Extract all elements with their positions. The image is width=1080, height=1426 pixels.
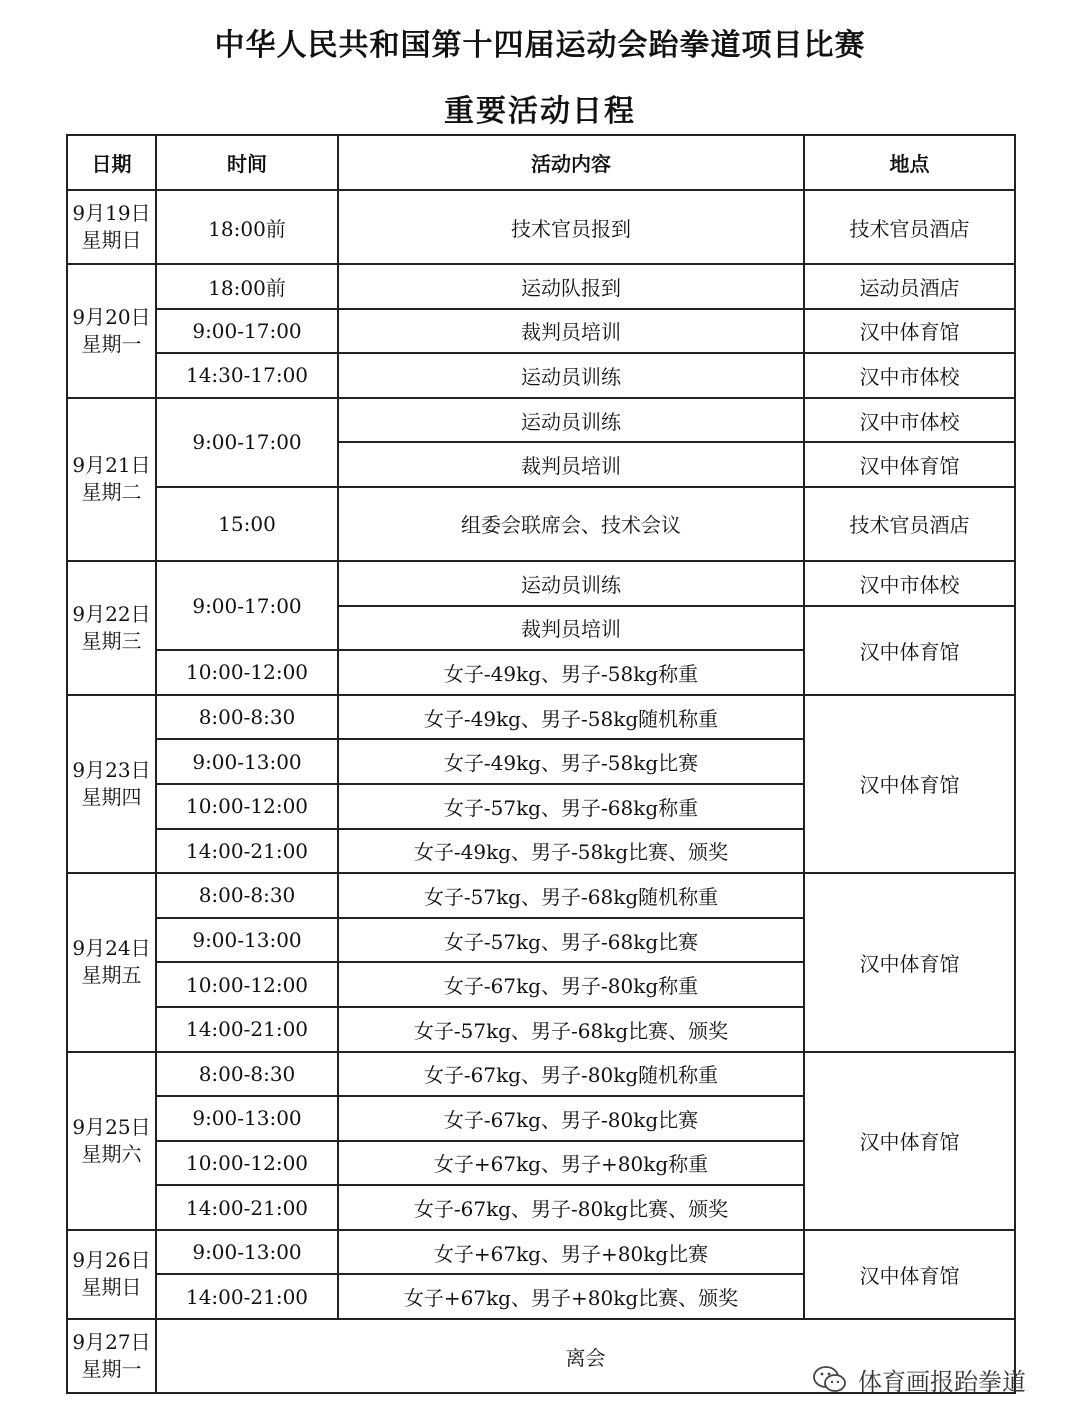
activity-cell: 女子-49kg、男子-58kg比赛 bbox=[338, 739, 804, 784]
date-cell: 9月24日 星期五 bbox=[67, 873, 156, 1051]
place-cell: 汉中体育馆 bbox=[804, 1230, 1015, 1319]
activity-cell: 女子-49kg、男子-58kg随机称重 bbox=[338, 695, 804, 740]
time-cell: 9:00-13:00 bbox=[156, 918, 338, 963]
time-cell: 14:00-21:00 bbox=[156, 1274, 338, 1319]
place-cell: 汉中体育馆 bbox=[804, 695, 1015, 873]
time-cell: 14:00-21:00 bbox=[156, 1007, 338, 1052]
header-activity: 活动内容 bbox=[338, 135, 804, 190]
time-cell: 15:00 bbox=[156, 487, 338, 561]
time-cell: 8:00-8:30 bbox=[156, 873, 338, 918]
date-cell: 9月25日 星期六 bbox=[67, 1052, 156, 1230]
table-row bbox=[67, 695, 1015, 740]
date-cell: 9月22日 星期三 bbox=[67, 561, 156, 695]
date-cell: 9月27日 星期一 bbox=[67, 1319, 156, 1393]
time-cell: 8:00-8:30 bbox=[156, 1052, 338, 1097]
time-cell: 18:00前 bbox=[156, 190, 338, 264]
activity-cell: 女子-67kg、男子-80kg比赛 bbox=[338, 1096, 804, 1141]
table-row bbox=[67, 398, 1015, 443]
activity-cell: 女子+67kg、男子+80kg称重 bbox=[338, 1141, 804, 1186]
time-cell: 8:00-8:30 bbox=[156, 695, 338, 740]
table-row bbox=[67, 353, 1015, 398]
place-cell: 汉中体育馆 bbox=[804, 606, 1015, 695]
header-place: 地点 bbox=[804, 135, 1015, 190]
place-cell: 技术官员酒店 bbox=[804, 190, 1015, 264]
activity-cell: 离会 bbox=[156, 1319, 1015, 1393]
activity-cell: 裁判员培训 bbox=[338, 309, 804, 354]
wechat-icon bbox=[812, 1365, 848, 1395]
table-row bbox=[67, 190, 1015, 264]
table-row bbox=[67, 487, 1015, 561]
table-row bbox=[67, 873, 1015, 918]
time-cell: 14:30-17:00 bbox=[156, 353, 338, 398]
date-cell: 9月19日 星期日 bbox=[67, 190, 156, 264]
place-cell: 汉中市体校 bbox=[804, 398, 1015, 443]
place-cell: 汉中体育馆 bbox=[804, 442, 1015, 487]
watermark-text: 体育画报跆拳道 bbox=[858, 1368, 1026, 1396]
activity-cell: 裁判员培训 bbox=[338, 606, 804, 651]
activity-cell: 女子+67kg、男子+80kg比赛、颁奖 bbox=[338, 1274, 804, 1319]
activity-cell: 女子-57kg、男子-68kg比赛 bbox=[338, 918, 804, 963]
table-row bbox=[67, 309, 1015, 354]
activity-cell: 女子-57kg、男子-68kg称重 bbox=[338, 784, 804, 829]
date-cell: 9月26日 星期日 bbox=[67, 1230, 156, 1319]
time-cell: 10:00-12:00 bbox=[156, 650, 338, 695]
activity-cell: 技术官员报到 bbox=[338, 190, 804, 264]
table-row bbox=[67, 561, 1015, 606]
time-cell: 14:00-21:00 bbox=[156, 1185, 338, 1230]
table-row bbox=[67, 264, 1015, 309]
place-cell: 技术官员酒店 bbox=[804, 487, 1015, 561]
header-date: 日期 bbox=[67, 135, 156, 190]
date-cell: 9月20日 星期一 bbox=[67, 264, 156, 398]
place-cell: 运动员酒店 bbox=[804, 264, 1015, 309]
activity-cell: 女子-67kg、男子-80kg比赛、颁奖 bbox=[338, 1185, 804, 1230]
place-cell: 汉中市体校 bbox=[804, 353, 1015, 398]
time-cell: 9:00-17:00 bbox=[156, 309, 338, 354]
activity-cell: 女子-49kg、男子-58kg比赛、颁奖 bbox=[338, 829, 804, 874]
table-row bbox=[67, 1052, 1015, 1097]
time-cell: 10:00-12:00 bbox=[156, 962, 338, 1007]
activity-cell: 女子-49kg、男子-58kg称重 bbox=[338, 650, 804, 695]
date-cell: 9月23日 星期四 bbox=[67, 695, 156, 873]
activity-cell: 组委会联席会、技术会议 bbox=[338, 487, 804, 561]
activity-cell: 裁判员培训 bbox=[338, 442, 804, 487]
place-cell: 汉中体育馆 bbox=[804, 873, 1015, 1051]
time-cell: 18:00前 bbox=[156, 264, 338, 309]
table-row bbox=[67, 1230, 1015, 1275]
document-subtitle: 重要活动日程 bbox=[444, 94, 636, 129]
schedule-table bbox=[66, 134, 1016, 1394]
time-cell: 9:00-13:00 bbox=[156, 1230, 338, 1275]
activity-cell: 运动员训练 bbox=[338, 353, 804, 398]
time-cell: 9:00-17:00 bbox=[156, 398, 338, 487]
place-cell: 汉中体育馆 bbox=[804, 309, 1015, 354]
place-cell: 汉中市体校 bbox=[804, 561, 1015, 606]
activity-cell: 运动员训练 bbox=[338, 398, 804, 443]
header-time: 时间 bbox=[156, 135, 338, 190]
activity-cell: 运动员训练 bbox=[338, 561, 804, 606]
time-cell: 9:00-17:00 bbox=[156, 561, 338, 650]
activity-cell: 女子-67kg、男子-80kg随机称重 bbox=[338, 1052, 804, 1097]
activity-cell: 女子-67kg、男子-80kg称重 bbox=[338, 962, 804, 1007]
time-cell: 10:00-12:00 bbox=[156, 1141, 338, 1186]
activity-cell: 运动队报到 bbox=[338, 264, 804, 309]
time-cell: 10:00-12:00 bbox=[156, 784, 338, 829]
document-title: 中华人民共和国第十四届运动会跆拳道项目比赛 bbox=[214, 28, 866, 63]
activity-cell: 女子+67kg、男子+80kg比赛 bbox=[338, 1230, 804, 1275]
header-row bbox=[67, 135, 1015, 190]
time-cell: 9:00-13:00 bbox=[156, 739, 338, 784]
time-cell: 14:00-21:00 bbox=[156, 829, 338, 874]
place-cell: 汉中体育馆 bbox=[804, 1052, 1015, 1230]
activity-cell: 女子-57kg、男子-68kg随机称重 bbox=[338, 873, 804, 918]
watermark bbox=[812, 1362, 1026, 1397]
date-cell: 9月21日 星期二 bbox=[67, 398, 156, 561]
time-cell: 9:00-13:00 bbox=[156, 1096, 338, 1141]
activity-cell: 女子-57kg、男子-68kg比赛、颁奖 bbox=[338, 1007, 804, 1052]
